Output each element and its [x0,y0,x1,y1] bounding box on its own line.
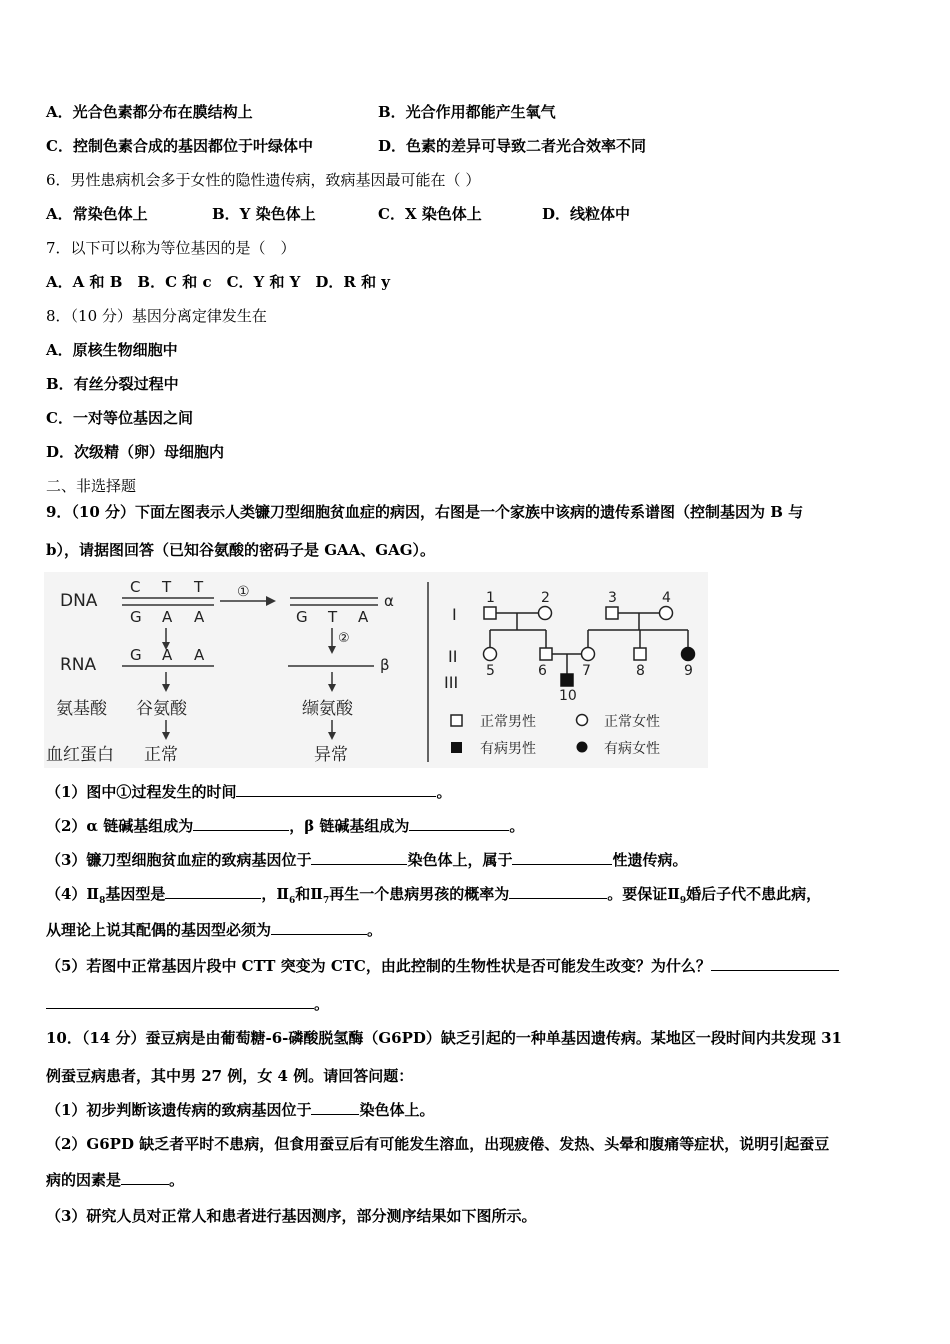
q10-part3: （3）研究人员对正常人和患者进行基因测序，部分测序结果如下图所示。 [46,1207,537,1225]
q9-part4-text-g: 婚后子代不患此病， [686,885,822,903]
q9-part4-text-c: ，Ⅱ [261,885,290,903]
section-heading: 二、非选择题 [46,477,137,495]
dna-bottom-base-1: G [130,608,142,626]
q10-part1 [46,1100,434,1120]
q9-part3-blank-type[interactable] [512,850,612,865]
q9-part4-blank-spouse[interactable] [271,920,367,935]
individual-8-number: 8 [636,663,645,679]
q10-part1-blank[interactable] [311,1100,359,1115]
dna-top-base-3: T [194,578,204,596]
step1-label: ① [237,584,250,600]
sickle-cell-figure [44,572,708,768]
q9-part4-text-d: 和Ⅱ [295,885,323,903]
q9-part4-end: 。 [367,921,383,939]
q10-stem-line1 [46,1028,842,1048]
legend-normal-female: 正常女性 [604,714,660,730]
q10-stem-text1: 10．（14 分）蚕豆病是由葡萄糖-6-磷酸脱氢酶（G6PD）缺乏引起的一种单基因遗传病。某地区一段时间内共发现 31 [46,1029,842,1047]
q9-part4-text-a: （4）Ⅱ [46,885,100,903]
hemoglobin-label: 血红蛋白 [46,745,114,765]
q9-part4-sub-7: 7 [322,896,330,906]
legend-normal-female-symbol [577,715,588,726]
q6-option-a: A．常染色体上 [46,205,148,223]
q10-part1-end: 染色体上。 [359,1101,435,1119]
legend-affected-male: 有病男性 [480,741,536,757]
individual-3 [606,607,618,619]
q9-part4-sub-6: 6 [289,896,296,906]
generation-II: II [448,647,458,666]
individual-10-number: 10 [559,688,577,704]
valine-label: 缬氨酸 [302,699,353,719]
q9-part1 [46,782,451,802]
q9-part1-end: 。 [436,783,452,801]
q9-part5 [46,956,839,976]
q4-option-a: A．光合色素都分布在膜结构上 [46,103,253,121]
individual-7 [582,648,595,661]
q9-part2-end: 。 [509,817,525,835]
legend-normal-male: 正常男性 [480,714,536,730]
normal-label: 正常 [144,745,178,765]
alpha-label: α [384,592,394,610]
individual-1 [484,607,496,619]
glutamate-label: 谷氨酸 [136,699,187,719]
rna-label: RNA [60,655,97,675]
mutant-base-1: G [296,608,308,626]
q9-part5-line2 [46,994,329,1014]
individual-4 [660,607,673,620]
q6-option-c: C．X 染色体上 [378,205,482,223]
q9-stem-line1 [46,502,803,522]
q4-option-c: C．控制色素合成的基因都位于叶绿体中 [46,137,313,155]
q10-part2-text2: 病的因素是 [46,1171,122,1189]
q8-option-d: D．次级精（卵）母细胞内 [46,443,225,461]
individual-4-number: 4 [662,590,671,606]
q9-part4 [46,884,821,911]
q4-option-d: D．色素的差异可导致二者光合效率不同 [378,137,647,155]
q9-part1-blank[interactable] [236,782,436,797]
q6-stem: 6．男性患病机会多于女性的隐性遗传病，致病基因最可能在（ ） [46,171,481,189]
legend-affected-female: 有病女性 [604,741,660,757]
dna-top-base-2: T [162,578,172,596]
amino-acid-label: 氨基酸 [56,699,107,719]
q9-part3-text2: 染色体上，属于 [407,851,513,869]
q9-part2-text: （2）α 链碱基组成为 [46,817,194,835]
q8-option-c: C．一对等位基因之间 [46,409,193,427]
q9-part4-text-f: 。要保证Ⅱ [607,885,680,903]
q10-part2-line2 [46,1170,184,1190]
q9-part3-blank-chromosome[interactable] [311,850,407,865]
mutant-base-3: A [358,608,369,626]
q9-part5-text: （5）若图中正常基因片段中 CTT 突变为 CTC，由此控制的生物性状是否可能发生改变？为什么？ [46,957,711,975]
q9-stem-line2: b），请据图回答（已知谷氨酸的密码子是 GAA、GAG）。 [46,541,436,559]
dna-top-base-1: C [130,578,141,596]
dna-label: DNA [60,591,98,611]
q9-part4-text-b: 基因型是 [105,885,166,903]
individual-10 [561,674,573,686]
generation-I: I [452,605,457,624]
individual-5 [484,648,497,661]
legend-normal-male-symbol [451,715,462,726]
mutant-base-2: T [328,608,338,626]
q9-part3 [46,850,687,870]
individual-5-number: 5 [486,663,495,679]
q10-stem-line2: 例蚕豆病患者，其中男 27 例，女 4 例。请回答问题： [46,1067,414,1085]
q6-option-d: D．线粒体中 [542,205,631,223]
individual-6-number: 6 [538,663,547,679]
q9-part2-text2: ，β 链碱基组成为 [289,817,410,835]
q9-part4-blank-genotype[interactable] [165,884,261,899]
dna-bottom-base-2: A [162,608,173,626]
q9-stem-text1: 9．（10 分）下面左图表示人类镰刀型细胞贫血症的病因，右图是一个家族中该病的遗传系谱图（控制基因为 B 与 [46,503,804,521]
individual-6 [540,648,552,660]
generation-III: III [444,673,459,692]
q9-part4-line2 [46,920,382,940]
abnormal-label: 异常 [314,745,348,765]
legend-affected-female-symbol [577,742,588,753]
individual-9 [682,648,695,661]
q9-part2 [46,816,524,836]
q9-part2-blank-beta[interactable] [409,816,509,831]
individual-7-number: 7 [582,663,591,679]
q9-part3-end: 性遗传病。 [612,851,688,869]
dna-bottom-base-3: A [194,608,205,626]
q9-part4-text-e: 再生一个患病男孩的概率为 [329,885,510,903]
step2-label: ② [338,631,350,646]
q6-option-b: B．Y 染色体上 [212,205,316,223]
q9-part5-end: 。 [314,995,330,1013]
individual-1-number: 1 [486,590,495,606]
legend-affected-male-symbol [451,742,462,753]
q8-option-a: A．原核生物细胞中 [46,341,178,359]
q10-part2-blank[interactable] [121,1170,169,1185]
individual-2 [539,607,552,620]
q8-stem: 8．（10 分）基因分离定律发生在 [46,307,267,325]
q10-part2-end: 。 [169,1171,185,1189]
q9-part1-text: （1）图中①过程发生的时间 [46,783,237,801]
individual-8 [634,648,646,660]
q8-option-b: B．有丝分裂过程中 [46,375,179,393]
individual-3-number: 3 [608,590,617,606]
q10-part1-text: （1）初步判断该遗传病的致病基因位于 [46,1101,312,1119]
q9-part4-sub-9: 9 [679,896,687,906]
q9-part4-blank-probability[interactable] [509,884,607,899]
individual-2-number: 2 [541,590,550,606]
q9-part4-text-h: 从理论上说其配偶的基因型必须为 [46,921,272,939]
rna-base-3: A [194,646,205,664]
q7-options: A．A 和 B B．C 和 c C．Y 和 Y D．R 和 y [46,273,391,291]
q7-stem: 7．以下可以称为等位基因的是（ ） [46,239,296,257]
q4-option-b: B．光合作用都能产生氧气 [378,103,556,121]
q9-part4-sub-8: 8 [99,896,106,906]
rna-base-2: A [162,646,173,664]
q9-part5-blank[interactable] [711,956,839,971]
individual-9-number: 9 [684,663,693,679]
q10-part2: （2）G6PD 缺乏者平时不患病，但食用蚕豆后有可能发生溶血，出现疲倦、发热、头晕和腹痛等症状，说明引起蚕豆 [46,1135,830,1153]
q9-part2-blank-alpha[interactable] [193,816,289,831]
q9-part3-text: （3）镰刀型细胞贫血症的致病基因位于 [46,851,312,869]
rna-base-1: G [130,646,142,664]
q9-part5-blank-2[interactable] [46,994,314,1009]
beta-label: β [380,656,390,674]
